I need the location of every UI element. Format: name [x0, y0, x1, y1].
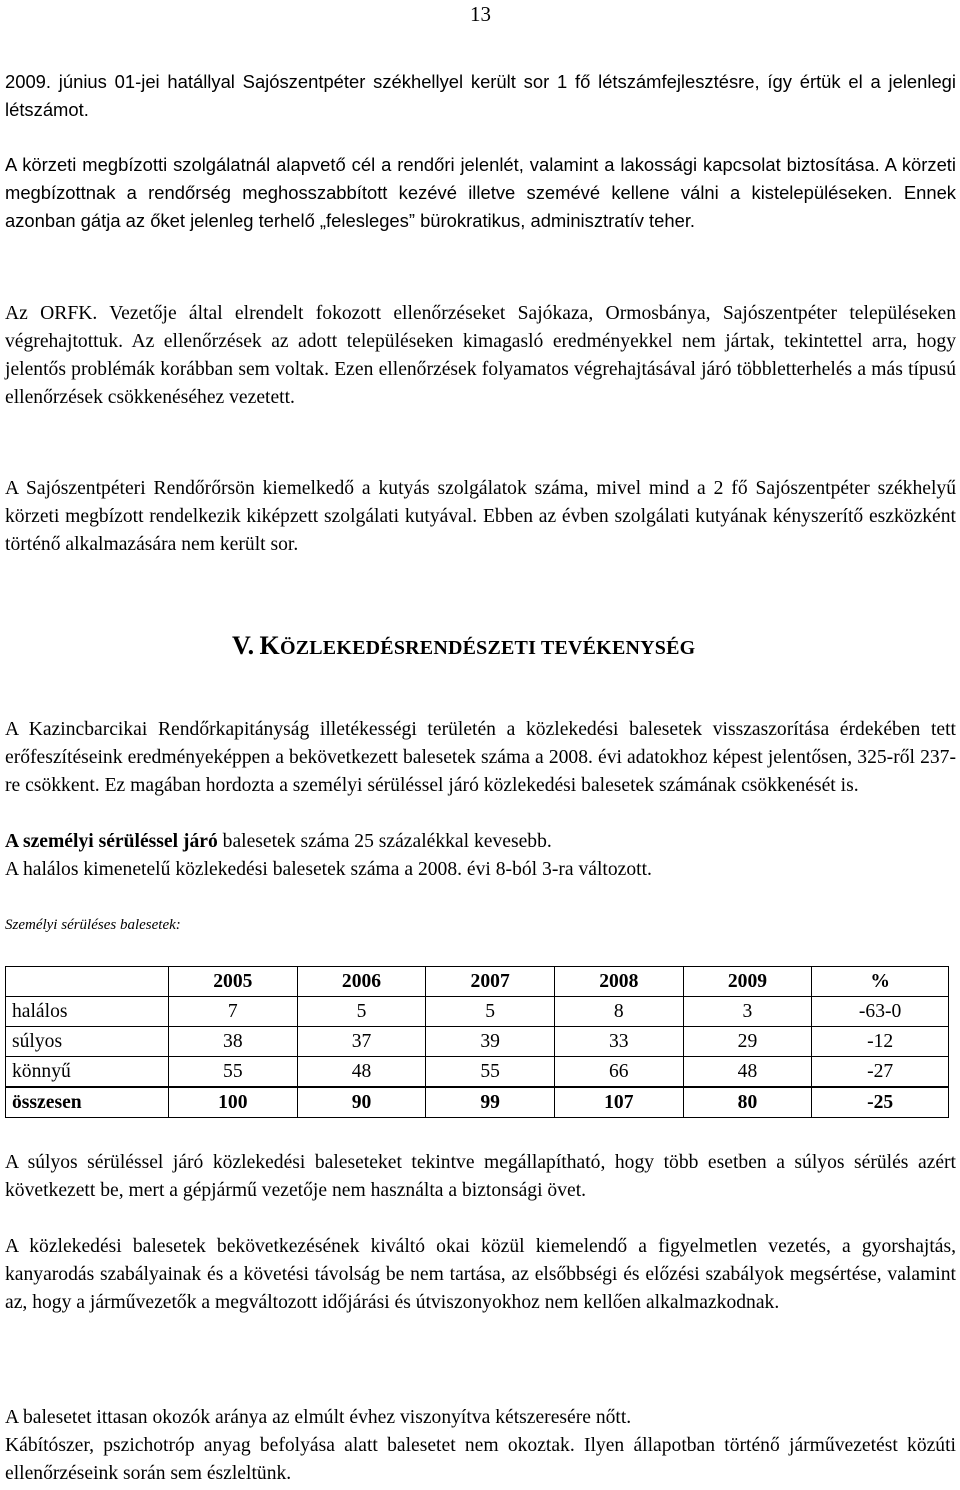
paragraph-accident-causes: A közlekedési balesetek bekövetkezésének kiváltó okai közül kiemelendő a figyelmetlen vezetés, a gyorshajtás, kanyarodás szabályainak és a követési távolság be nem tartása, az elsőbbségi és előzési szabályok megsértése, valamint az, hogy a járművezetők a megváltozott időjárási és útviszonyokhoz nem kellően alkalmazkodnak.: [5, 1236, 956, 1313]
table-cell: 5: [297, 997, 426, 1027]
section-heading-roman: V.: [232, 631, 255, 660]
table-cell: súlyos: [6, 1027, 169, 1057]
paragraph-orfk-checks: [5, 300, 956, 412]
table-header-cell: %: [812, 967, 949, 997]
paragraph-injury-accidents: [5, 828, 956, 856]
paragraph-orfk-checks-b: Az ellenőrzések az adott településeken kimagasló eredményekkel nem jártak, tekintettel arra, hogy jelentős problémák korábban sem voltak. Ezen ellenőrzések folyamatos végrehajtásával járó többletterhelés a más típusú ellenőrzések csökkenéséhez vezetett.: [5, 331, 956, 408]
table-cell: 80: [683, 1087, 812, 1118]
table-cell: 37: [297, 1027, 426, 1057]
table-caption: Személyi sérüléses balesetek:: [5, 917, 181, 933]
table-cell: könnyű: [6, 1057, 169, 1088]
paragraph-fatal-accidents: A halálos kimenetelű közlekedési balesetek száma a 2008. évi 8-ból 3-ra változott.: [5, 859, 652, 880]
table-header-cell: 2008: [554, 967, 683, 997]
paragraph-dog-service: A Sajószentpéteri Rendőrőrsön kiemelkedő a kutyás szolgálatok száma, mivel mind a 2 fő Sajószentpéter székhelyű körzeti megbízott rendelkezik kiképzett szolgálati kutyával. Ebben az évben szolgálati kutyának kényszerítő eszközként történő alkalmazására nem került sor.: [5, 478, 956, 555]
table-cell: 55: [169, 1057, 298, 1088]
table-header-cell: 2005: [169, 967, 298, 997]
table-cell: halálos: [6, 997, 169, 1027]
table-cell: 107: [554, 1087, 683, 1118]
table-cell: -63-0: [812, 997, 949, 1027]
table-header-cell: 2009: [683, 967, 812, 997]
table-header-cell: 2007: [426, 967, 555, 997]
table-header-row: [6, 967, 949, 997]
table-cell: -12: [812, 1027, 949, 1057]
table-header-cell: [6, 967, 169, 997]
table-cell: 8: [554, 997, 683, 1027]
page-number: 13: [470, 2, 491, 26]
section-heading-initial: K: [259, 631, 280, 660]
section-heading: [232, 631, 695, 661]
table-cell: 29: [683, 1027, 812, 1057]
table-cell: 48: [683, 1057, 812, 1088]
paragraph-staffing: 2009. június 01-jei hatállyal Sajószentpéter székhellyel került sor 1 fő létszámfejlesztésre, így értük el a jelenlegi létszámot.: [5, 71, 956, 120]
table-cell: 99: [426, 1087, 555, 1118]
accident-table: [5, 966, 949, 1118]
table-header-cell: 2006: [297, 967, 426, 997]
table-cell: 55: [426, 1057, 555, 1088]
table-cell: 33: [554, 1027, 683, 1057]
table-cell: -27: [812, 1057, 949, 1088]
table-cell: 48: [297, 1057, 426, 1088]
table-cell: 7: [169, 997, 298, 1027]
paragraph-narcotics: Kábítószer, pszichotróp anyag befolyása alatt balesetet nem okoztak. Ilyen állapotban történő járművezetést közúti ellenőrzéseink során sem észleltünk.: [5, 1435, 956, 1484]
table-cell: -25: [812, 1087, 949, 1118]
table-row: [6, 1027, 949, 1057]
table-row: [6, 997, 949, 1027]
table-cell: 39: [426, 1027, 555, 1057]
table-row: [6, 1057, 949, 1088]
paragraph-injury-accidents-bold: A személyi sérüléssel járó: [5, 831, 218, 852]
paragraph-accident-reduction: A Kazincbarcikai Rendőrkapitányság illetékességi területén a közlekedési balesetek visszaszorítása érdekében tett erőfeszítéseink eredményeképpen a bekövetkezett balesetek száma a 2008. évi adatokhoz képest jelentősen, 325-ről 237-re csökkent. Ez magában hordozta a személyi sérüléssel járó közlekedési balesetek számának csökkenését is.: [5, 719, 956, 796]
table-cell: 100: [169, 1087, 298, 1118]
paragraph-seatbelt: A súlyos sérüléssel járó közlekedési baleseteket tekintve megállapítható, hogy több esetben a súlyos sérülés azért következett be, mert a gépjármű vezetője nem használta a biztonsági övet.: [5, 1152, 956, 1201]
paragraph-injury-accidents-rest: balesetek száma 25 százalékkal kevesebb.: [217, 831, 552, 852]
paragraph-district-officers: A körzeti megbízotti szolgálatnál alapvető cél a rendőri jelenlét, valamint a lakossági kapcsolat biztosítása. A körzeti megbízottnak a rendőrség meghosszabbított kezévé illetve szemévé kellene válni a kistelepüléseken. Ennek azonban gátja az őket jelenleg terhelő „felesleges” bürokratikus, adminisztratív teher.: [5, 154, 956, 231]
paragraph-drunk-driving: A balesetet ittasan okozók aránya az elmúlt évhez viszonyítva kétszeresére nőtt.: [5, 1407, 632, 1428]
table-cell: 38: [169, 1027, 298, 1057]
table-cell: 3: [683, 997, 812, 1027]
table-cell: 90: [297, 1087, 426, 1118]
table-total-row: [6, 1087, 949, 1118]
table-cell: 5: [426, 997, 555, 1027]
section-heading-rest: ÖZLEKEDÉSRENDÉSZETI TEVÉKENYSÉG: [279, 637, 696, 659]
table-cell: 66: [554, 1057, 683, 1088]
paragraph-orfk-checks-a: Az ORFK. Vezetője által elrendelt fokozott ellenőrzéseket Sajókaza, Ormosbánya, Sajószentpéter településeken végrehajtottuk.: [5, 303, 956, 352]
table-cell: összesen: [6, 1087, 169, 1118]
